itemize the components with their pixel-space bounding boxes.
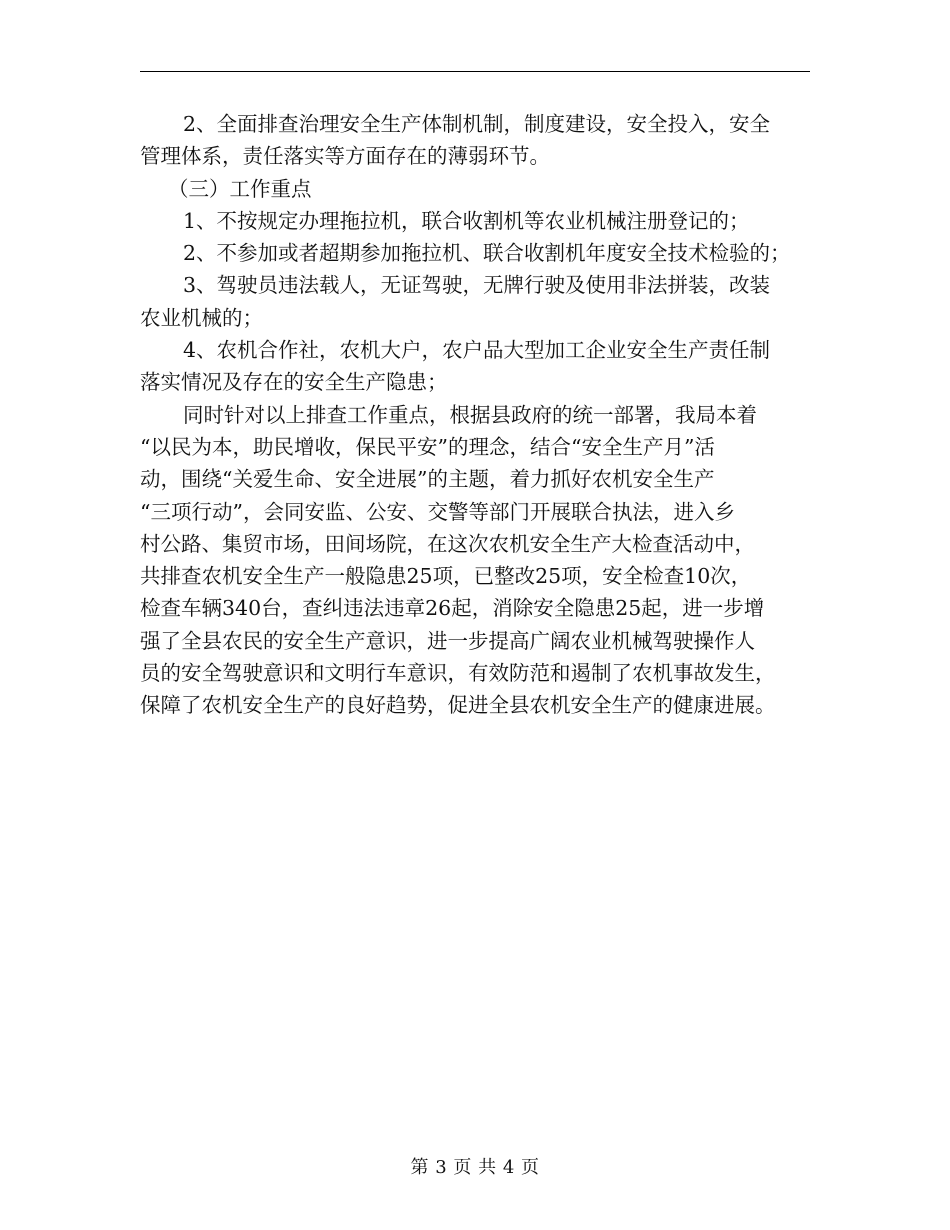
paragraph-line: 1、不按规定办理拖拉机，联合收割机等农业机械注册登记的；	[183, 208, 750, 233]
paragraph-line: 员的安全驾驶意识和文明行车意识，有效防范和遏制了农机事故发生，	[140, 661, 776, 686]
paragraph-line: 村公路、集贸市场，田间场院，在这次农机安全生产大检查活动中，	[140, 531, 755, 556]
document-body	[140, 108, 810, 722]
section-heading: （三）工作重点	[168, 176, 312, 201]
paragraph-line: “三项行动”，会同安监、公安、交警等部门开展联合执法，进入乡	[140, 499, 735, 524]
paragraph-line: “以民为本，助民增收，保民平安”的理念，结合“安全生产月”活	[140, 434, 715, 459]
paragraph-line: 管理体系，责任落实等方面存在的薄弱环节。	[140, 144, 550, 169]
paragraph-line: 共排查农机安全生产一般隐患25项，已整改25项，安全检查10次，	[140, 564, 752, 589]
paragraph-line: 保障了农机安全生产的良好趋势，促进全县农机安全生产的健康进展。	[140, 693, 776, 718]
paragraph-line: 落实情况及存在的安全生产隐患；	[140, 370, 448, 395]
paragraph-line: 2、全面排查治理安全生产体制机制，制度建设，安全投入，安全	[183, 112, 771, 136]
page-footer: 第 3 页 共 4 页	[410, 1157, 540, 1178]
paragraph-line: 农业机械的；	[140, 305, 263, 330]
paragraph-line: 2、不参加或者超期参加拖拉机、联合收割机年度安全技术检验的；	[183, 241, 791, 266]
paragraph-line: 4、农机合作社，农机大户，农户品大型加工企业安全生产责任制	[183, 338, 771, 363]
paragraph-line: 动，围绕“关爱生命、安全进展”的主题，着力抓好农机安全生产	[140, 467, 715, 492]
paragraph-line: 3、驾驶员违法载人，无证驾驶，无牌行驶及使用非法拼装，改装	[183, 273, 771, 298]
paragraph-line: 检查车辆340台，查纠违法违章26起，消除安全隐患25起，进一步增	[140, 596, 765, 621]
paragraph-line: 强了全县农民的安全生产意识，进一步提高广阔农业机械驾驶操作人	[140, 628, 755, 653]
paragraph-line: 同时针对以上排查工作重点，根据县政府的统一部署，我局本着	[183, 402, 757, 427]
header-rule	[140, 71, 810, 72]
